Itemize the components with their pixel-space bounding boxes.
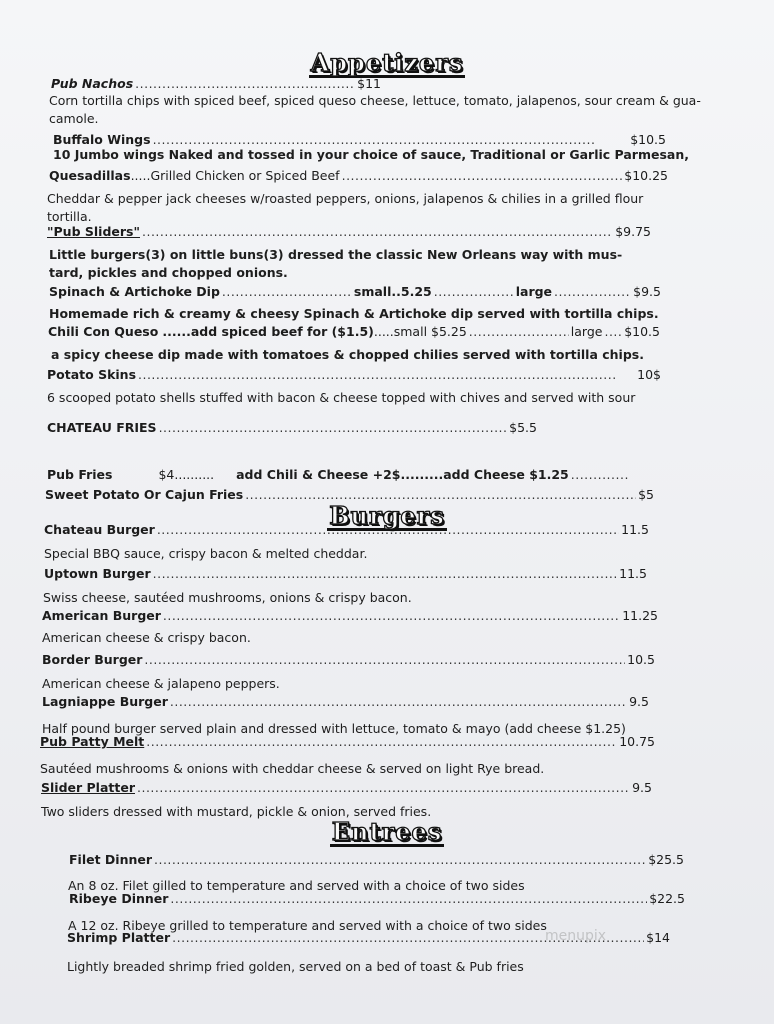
item-description: An 8 oz. Filet gilled to temperature and served with a choice of two sides [68, 878, 525, 893]
item-name: Chili Con Queso [48, 324, 159, 339]
menu-item-sweet-potato-fries [45, 487, 654, 502]
menu-item-border-burger [42, 652, 655, 667]
item-name: Uptown Burger [44, 566, 151, 581]
item-addon: add Chili & Cheese +2$......... [236, 467, 444, 482]
item-description: 6 scooped potato shells stuffed with bacon & cheese topped with chives and served with sour [47, 390, 636, 405]
watermark: menupix [545, 928, 607, 944]
item-description: Lightly breaded shrimp fried golden, served on a bed of toast & Pub fries [67, 959, 524, 974]
item-description: Half pound burger served plain and dressed with lettuce, tomato & mayo (add cheese $1.25) [42, 721, 626, 736]
item-price: $14 [646, 930, 670, 945]
menu-item-chateau-burger [44, 522, 649, 537]
item-description: Sautéed mushrooms & onions with cheddar cheese & served on light Rye bread. [40, 761, 545, 776]
item-name: Quesadillas [49, 168, 131, 183]
item-name: Spinach & Artichoke Dip [49, 284, 220, 299]
item-price: $5.5 [509, 420, 537, 435]
item-name: CHATEAU FRIES [47, 420, 157, 435]
item-name: Shrimp Platter [67, 930, 171, 945]
item-small-price: .....small $5.25 [373, 324, 467, 339]
item-price: 9.5 [632, 780, 652, 795]
item-addon: add Cheese $1.25 [443, 467, 569, 482]
item-price: 11.5 [621, 522, 649, 537]
item-name: Potato Skins [47, 367, 137, 382]
item-price: $10.5 [630, 132, 666, 147]
menu-item-potato-skins [47, 367, 661, 382]
menu-item-lagniappe-burger [42, 694, 649, 709]
item-price: $10.5 [624, 324, 660, 339]
item-description: Little burgers(3) on little buns(3) dressed the classic New Orleans way with mus-tard, pickles and chopped onions. [49, 247, 623, 280]
item-name: "Pub Sliders" [47, 224, 140, 239]
item-name: Slider Platter [41, 780, 135, 795]
item-name: Lagniappe Burger [42, 694, 168, 709]
menu-item-pub-sliders [47, 224, 651, 239]
item-price: $22.5 [649, 891, 685, 906]
item-name: American Burger [42, 608, 161, 623]
item-name: Pub Fries [47, 467, 113, 482]
item-small-price: small..5.25 [353, 284, 432, 299]
item-description: A 12 oz. Ribeye grilled to temperature and served with a choice of two sides [68, 918, 547, 933]
item-description: Cheddar & pepper jack cheeses w/roasted peppers, onions, jalapenos & chilies in a grilled flour tortilla. [47, 191, 644, 224]
menu-item-uptown-burger [44, 566, 647, 581]
item-price: $11 [357, 76, 381, 91]
item-price: 9.5 [629, 694, 649, 709]
item-description: Two sliders dressed with mustard, pickle & onion, served fries. [41, 804, 432, 819]
item-name: Ribeye Dinner [69, 891, 169, 906]
item-name: Filet Dinner [69, 852, 153, 867]
menu-item-chili-con-queso [48, 324, 660, 339]
item-price: $25.5 [648, 852, 684, 867]
item-large-label: large [570, 324, 603, 339]
menu-item-slider-platter [41, 780, 652, 795]
item-description: Special BBQ sauce, crispy bacon & melted cheddar. [44, 546, 368, 561]
item-description: American cheese & jalapeno peppers. [42, 676, 280, 691]
item-price: 11.25 [622, 608, 658, 623]
menu-item-pub-patty-melt [40, 734, 655, 749]
item-price: 11.5 [619, 566, 647, 581]
item-name: Pub Nachos [51, 76, 134, 91]
menu-item-quesadillas: Quesadillas ..... Grilled Chicken or Spiced Beef ..... $10.25 [49, 168, 668, 183]
item-name: Pub Patty Melt [40, 734, 145, 749]
item-name: Sweet Potato Or Cajun Fries [45, 487, 244, 502]
menu-item-filet-dinner [69, 852, 684, 867]
item-price: $5 [638, 487, 654, 502]
menu-item-ribeye-dinner [69, 891, 685, 906]
item-description: Corn tortilla chips with spiced beef, spiced queso cheese, lettuce, tomato, jalapenos, sour cream & gua-camole. [49, 93, 701, 126]
item-name: Border Burger [42, 652, 143, 667]
item-description: Swiss cheese, sautéed mushrooms, onions & crispy bacon. [43, 590, 412, 605]
item-description: American cheese & crispy bacon. [42, 630, 251, 645]
menu-item-spinach-dip [49, 284, 661, 299]
item-name: Chateau Burger [44, 522, 155, 537]
item-price: 10.5 [627, 652, 655, 667]
menu-item-pub-nachos [51, 76, 381, 91]
item-name: Buffalo Wings [53, 132, 151, 147]
section-heading-burgers: Burgers [329, 501, 445, 530]
item-detail: Grilled Chicken or Spiced Beef [150, 168, 340, 183]
section-heading-entrees: Entrees [331, 817, 443, 846]
item-price: 10$ [637, 367, 661, 382]
item-addon: ......add spiced beef for ($1.5) [162, 324, 374, 339]
menu-item-american-burger [42, 608, 658, 623]
menu-item-pub-fries [47, 467, 632, 482]
item-price: $10.25 [624, 168, 668, 183]
menu-item-buffalo-wings [53, 132, 666, 147]
item-price: $9.5 [633, 284, 661, 299]
item-price: 10.75 [619, 734, 655, 749]
item-large-label: large [515, 284, 553, 299]
item-description: Homemade rich & creamy & cheesy Spinach & Artichoke dip served with tortilla chips. [49, 306, 659, 321]
item-price: $9.75 [615, 224, 651, 239]
menu-item-chateau-fries [47, 420, 537, 435]
item-description: a spicy cheese dip made with tomatoes & chopped chilies served with tortilla chips. [51, 347, 644, 362]
item-price: $4.......... [158, 467, 215, 482]
item-description: 10 Jumbo wings Naked and tossed in your choice of sauce, Traditional or Garlic Parmesan, [53, 147, 689, 162]
section-heading-appetizers: Appetizers [310, 48, 464, 77]
